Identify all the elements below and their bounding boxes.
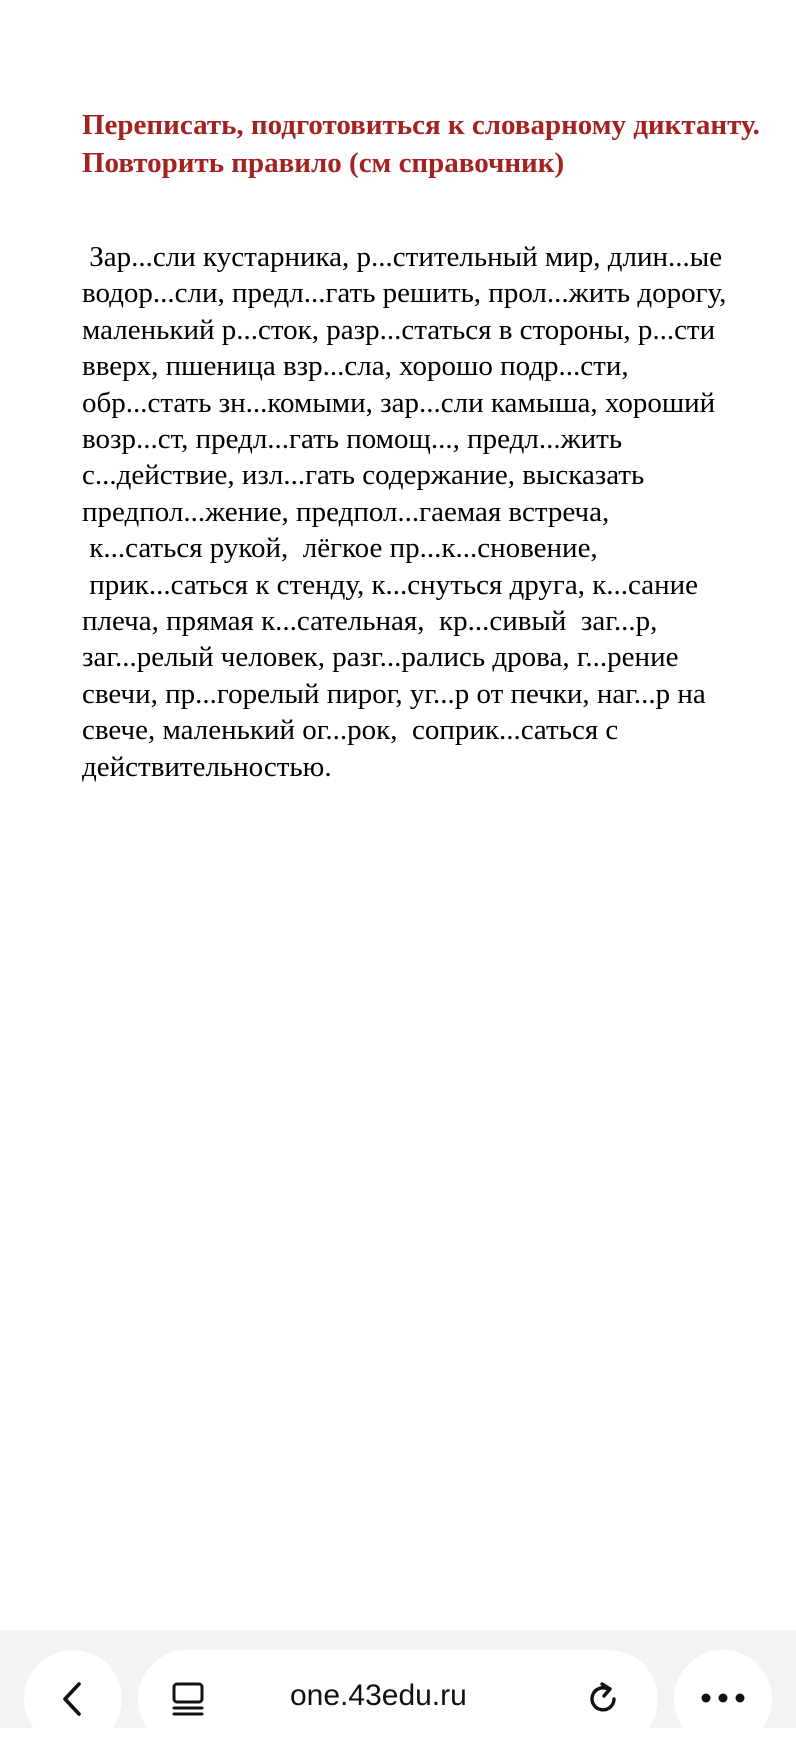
more-dots-icon bbox=[698, 1690, 748, 1706]
url-text[interactable]: one.43edu.ru bbox=[290, 1679, 467, 1712]
exercise-line: вверх, пшеница взр...сла, хорошо подр...сти, bbox=[82, 350, 629, 383]
back-button[interactable] bbox=[24, 1650, 122, 1748]
exercise-line: обр...стать зн...комыми, зар...сли камыша, хороший bbox=[82, 386, 716, 419]
exercise-line: с...действие, изл...гать содержание, высказать bbox=[82, 459, 645, 492]
exercise-line: плеча, прямая к...сательная, кр...сивый заг...р, bbox=[82, 605, 658, 638]
exercise-line: свече, маленький ог...рок, соприк...саться с bbox=[82, 714, 619, 747]
browser-bottom-bar bbox=[0, 1630, 796, 1728]
tab-manager-icon[interactable] bbox=[170, 1680, 206, 1718]
chevron-left-icon bbox=[57, 1680, 89, 1718]
more-options-button[interactable] bbox=[674, 1650, 772, 1748]
exercise-line: действительностью. bbox=[82, 750, 332, 783]
exercise-line: водор...сли, предл...гать решить, прол...жить дорогу, bbox=[82, 277, 727, 310]
exercise-line: заг...релый человек, разг...рались дрова, г...рение bbox=[82, 641, 679, 674]
exercise-line: свечи, пр...горелый пирог, уг...р от печки, наг...р на bbox=[82, 677, 706, 710]
exercise-line: Зар...сли кустарника, р...стительный мир, длин...ые bbox=[82, 241, 723, 273]
reload-icon[interactable] bbox=[584, 1680, 622, 1718]
exercise-line: предпол...жение, предпол...гаемая встреча, bbox=[82, 495, 610, 528]
exercise-text bbox=[82, 239, 787, 785]
exercise-line: маленький р...сток, разр...статься в стороны, р...сти bbox=[82, 313, 716, 346]
exercise-line: прик...саться к стенду, к...снуться друга, к...сание bbox=[82, 568, 699, 601]
exercise-line: возр...ст, предл...гать помощ..., предл...жить bbox=[82, 423, 623, 456]
page-title: Переписать, подготовиться к словарному диктанту. Повторить правило (см справочник) bbox=[82, 109, 760, 179]
exercise-line: к...саться рукой, лёгкое пр...к...сновение, bbox=[82, 532, 598, 565]
